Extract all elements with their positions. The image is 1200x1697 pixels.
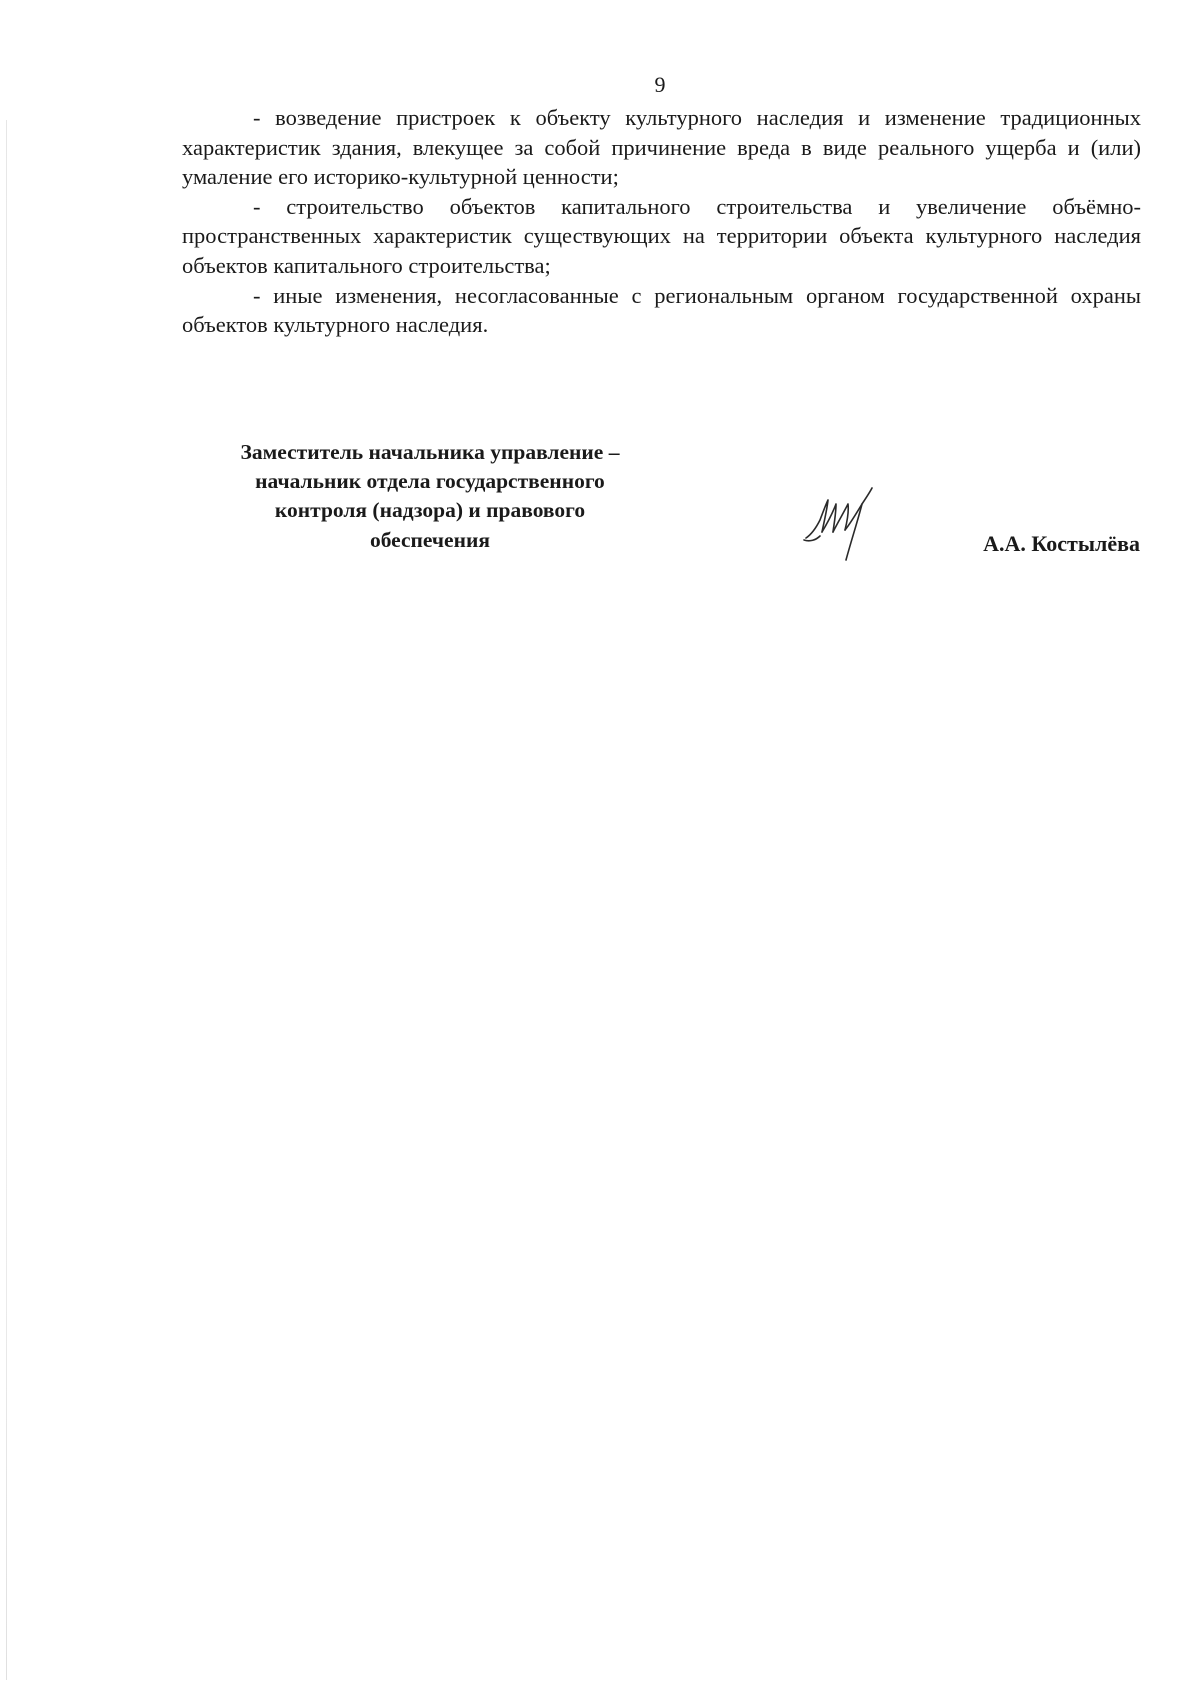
signatory-position (180, 438, 680, 555)
body-text (182, 103, 1141, 340)
paragraph-other-changes: - иные изменения, несогласованные с региональным органом государственной охраны объектов культурного наследия. (182, 282, 1141, 338)
position-line: Заместитель начальника управление – (240, 440, 620, 464)
position-line: начальник отдела государственного (255, 469, 605, 494)
page-number: 9 (654, 72, 666, 97)
paragraph-extensions: - возведение пристроек к объекту культурного наследия и изменение традиционных характеристик здания, влекущее за собой причинение вреда в виде реального ущерба и (или) умаление его историко-культурной ценности; (182, 105, 1141, 190)
signer-name: А.А. Костылёва (983, 531, 1140, 556)
paragraph-construction: - строительство объектов капитального строительства и увеличение объёмно-пространственных характеристик существующих на территории объекта культурного наследия объектов капитального строительства; (182, 193, 1141, 278)
position-line: контроля (надзора) и правового (274, 498, 586, 523)
position-line: обеспечения (369, 527, 491, 552)
handwritten-signature (800, 484, 900, 564)
scan-edge-line (6, 120, 7, 1680)
